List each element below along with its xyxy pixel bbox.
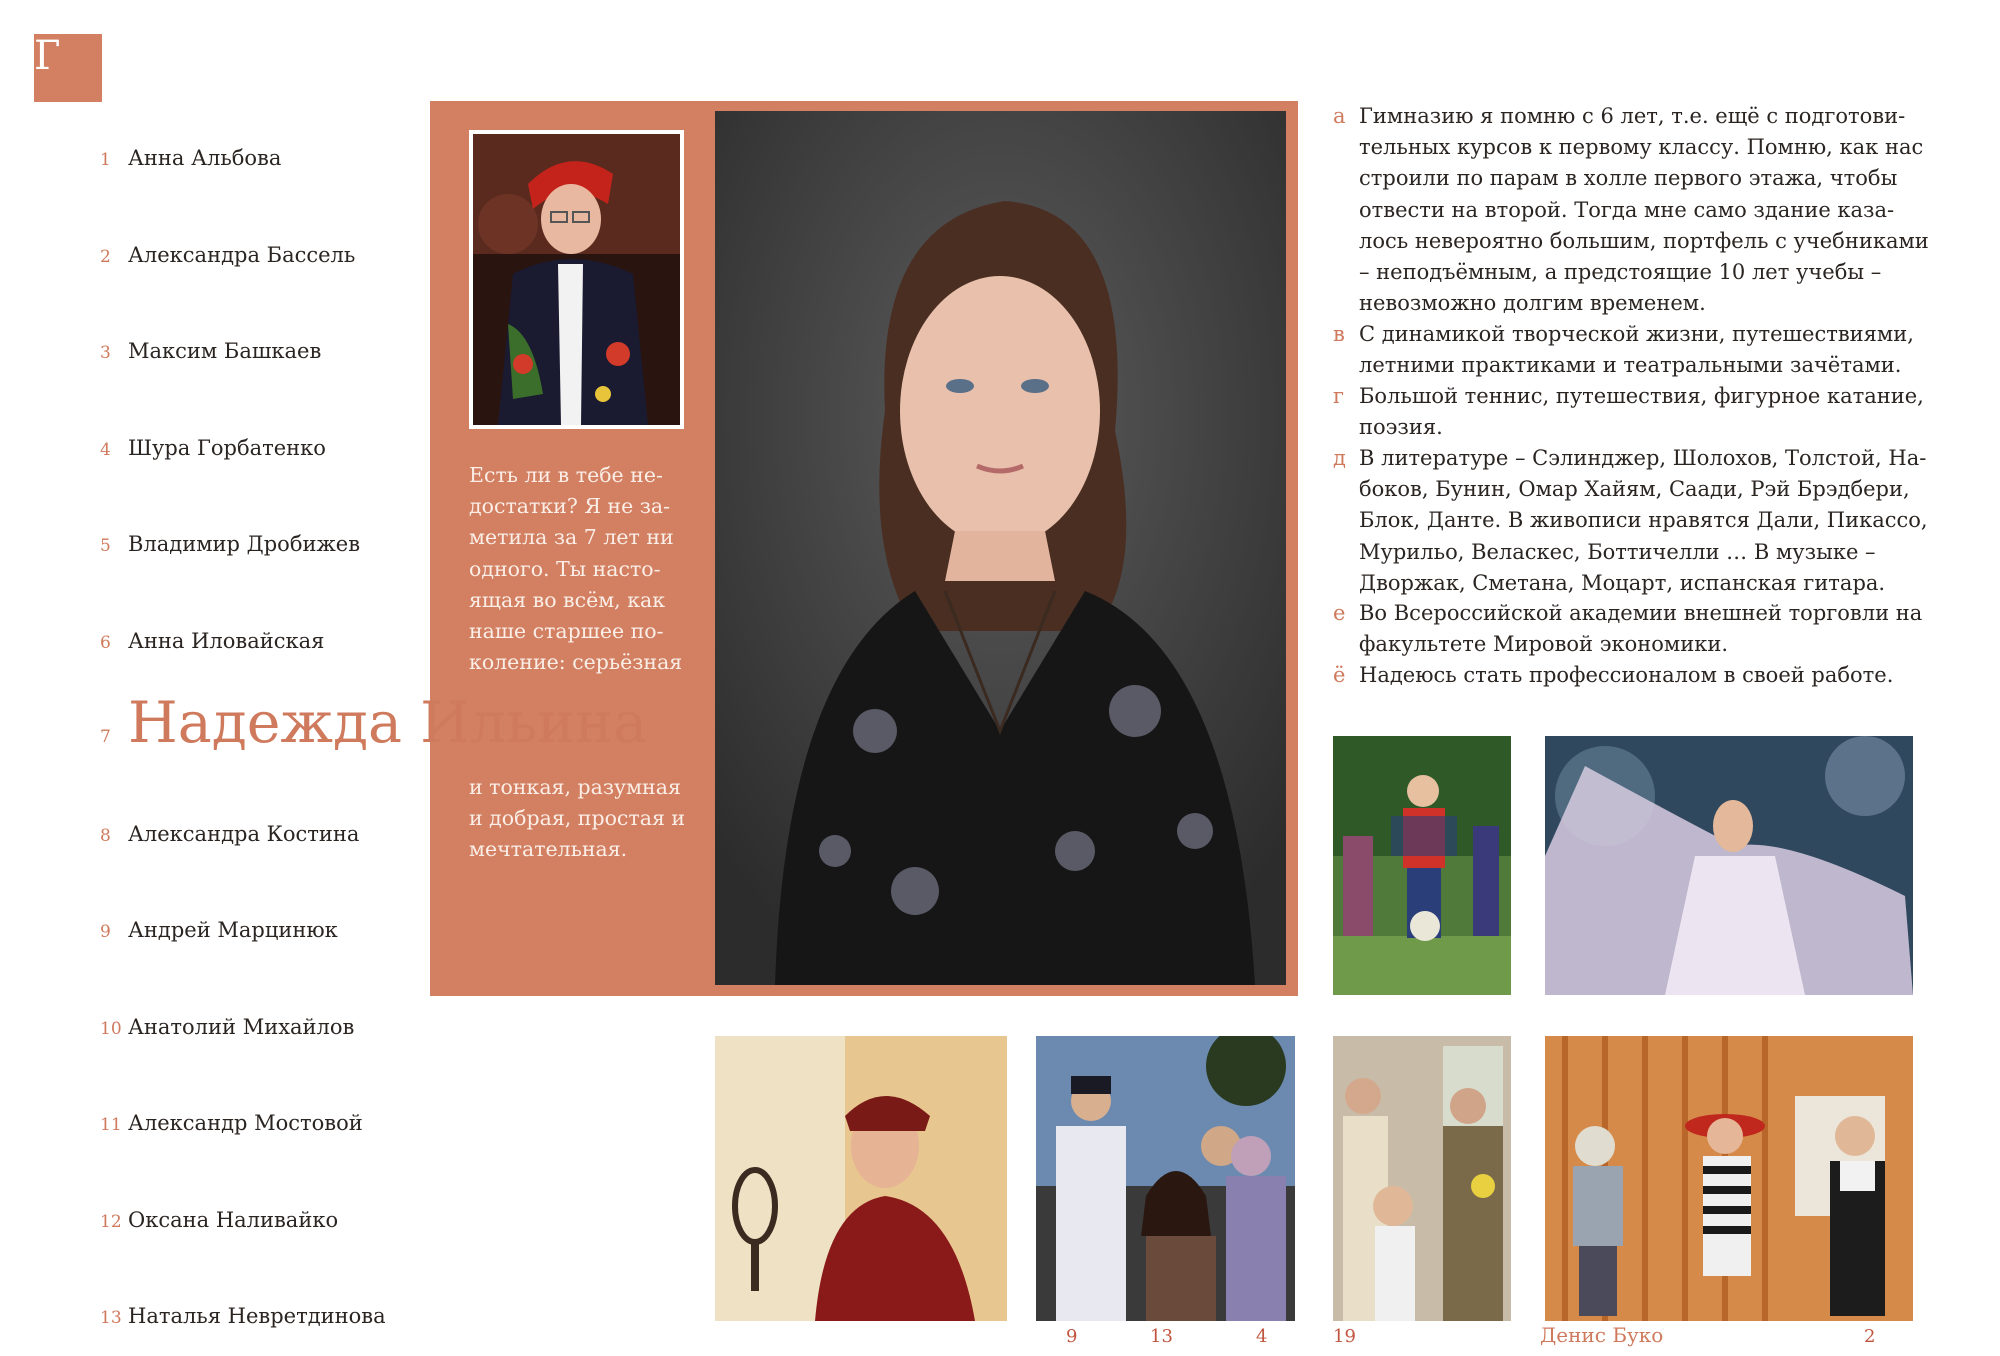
gallery-photo-school-hall[interactable] [1333,1036,1511,1321]
gallery-photo-outdoor[interactable] [1333,736,1511,995]
corner-letter: Г [34,34,61,79]
gallery-photo-theater[interactable] [1545,1036,1913,1321]
answer-item [1333,443,1933,599]
photo-caption: 13 [1150,1326,1173,1347]
student-item[interactable] [100,436,326,460]
gallery-photo-costume-mirror[interactable] [715,1036,1007,1321]
childhood-photo-frame [469,130,684,429]
student-name: Анна Иловайская [128,629,325,653]
answer-item [1333,598,1933,660]
answer-text: Большой теннис, путешествия, фигурное катание, поэзия. [1359,384,1924,440]
student-item[interactable] [100,339,321,363]
answer-item [1333,660,1933,691]
answer-key: д [1333,446,1346,470]
student-name: Александра Бассель [128,243,356,267]
student-name: Оксана Наливайко [128,1208,339,1232]
gallery-photo-friends[interactable] [1036,1036,1295,1321]
student-name: Александра Костина [128,822,360,846]
answer-text: В литературе – Сэлинджер, Шолохов, Толстой, Набоков, Бунин, Омар Хайям, Саади, Рэй Брэдбери, Блок, Данте. В живописи нравятся Дали, Пикассо, Мурильо, Веласкес, Боттичелли … В музыке – Дворжак, Сметана, Моцарт, испанская гитара. [1359,446,1928,595]
student-number: 4 [100,440,111,460]
student-number: 2 [100,247,111,267]
photo-caption-name: Денис Буко [1540,1323,1664,1347]
student-item[interactable] [100,146,281,170]
answer-text: Надеюсь стать профессионалом в своей работе. [1359,663,1894,687]
student-item[interactable] [100,629,324,653]
student-item[interactable] [100,1111,363,1135]
student-number: 11 [100,1115,122,1135]
student-item[interactable] [100,1015,354,1039]
student-number: 13 [100,1308,122,1328]
student-item[interactable] [100,532,360,556]
student-name: Анатолий Михайлов [128,1015,355,1039]
student-name: Анна Альбова [128,146,282,170]
answer-key: а [1333,104,1346,128]
student-number: 3 [100,343,111,363]
student-number: 1 [100,150,111,170]
student-name: Владимир Дробижев [128,532,361,556]
answer-key: ё [1333,663,1346,687]
student-number: 6 [100,633,111,653]
answer-text: С динамикой творческой жизни, путешествиями, летними практиками и театральными зачётами. [1359,322,1914,378]
answer-item [1333,101,1933,319]
answer-item [1333,381,1933,443]
photo-caption: 2 [1864,1326,1876,1347]
student-name: Андрей Марцинюк [128,918,338,942]
corner-tab [34,34,102,102]
student-name: Александр Мостовой [128,1111,363,1135]
student-name: Максим Башкаев [128,339,322,363]
student-name: Наталья Невретдинова [128,1304,386,1328]
student-number: 7 [100,727,111,747]
answer-text: Гимназию я помню с 6 лет, т.е. ещё с подготовительных курсов к первому классу. Помню, как нас строили по парам в холле первого этажа, чтобы отвести на второй. Тогда мне само здание казалось невероятно большим, портфель с учебниками – неподъёмным, а предстоящие 10 лет учебы – невозможно долгим временем. [1359,104,1929,316]
student-number: 10 [100,1019,122,1039]
answer-key: е [1333,601,1346,625]
answer-key: в [1333,322,1345,346]
answer-item [1333,319,1933,381]
photo-caption: 9 [1066,1326,1078,1347]
answer-text: Во Всероссийской академии внешней торговли на факультете Мировой экономики. [1359,601,1923,657]
photo-caption: 4 [1256,1326,1268,1347]
photo-caption: 19 [1333,1326,1356,1347]
quote-part-1: Есть ли в тебе недостатки? Я не заметила за 7 лет ни одного. Ты настоящая во всём, как наше старшее поколение: серьёзная [469,463,683,675]
student-item[interactable] [100,1208,338,1232]
answer-key: г [1333,384,1345,408]
portrait-photo[interactable] [715,111,1286,985]
student-number: 9 [100,922,111,942]
gallery-photo-stage-white[interactable] [1545,736,1913,995]
student-number: 12 [100,1212,122,1232]
student-item[interactable] [100,243,355,267]
student-item-current[interactable] [100,690,647,756]
student-item[interactable] [100,822,359,846]
student-name-current: Надежда Ильина [128,690,648,756]
student-number: 5 [100,536,111,556]
childhood-photo[interactable] [473,134,680,425]
student-number: 8 [100,826,111,846]
quote-part-2: и тонкая, разумная и добрая, простая и мечтательная. [469,775,686,862]
student-item[interactable] [100,1304,386,1328]
student-item[interactable] [100,918,338,942]
student-name: Шура Горбатенко [128,436,326,460]
